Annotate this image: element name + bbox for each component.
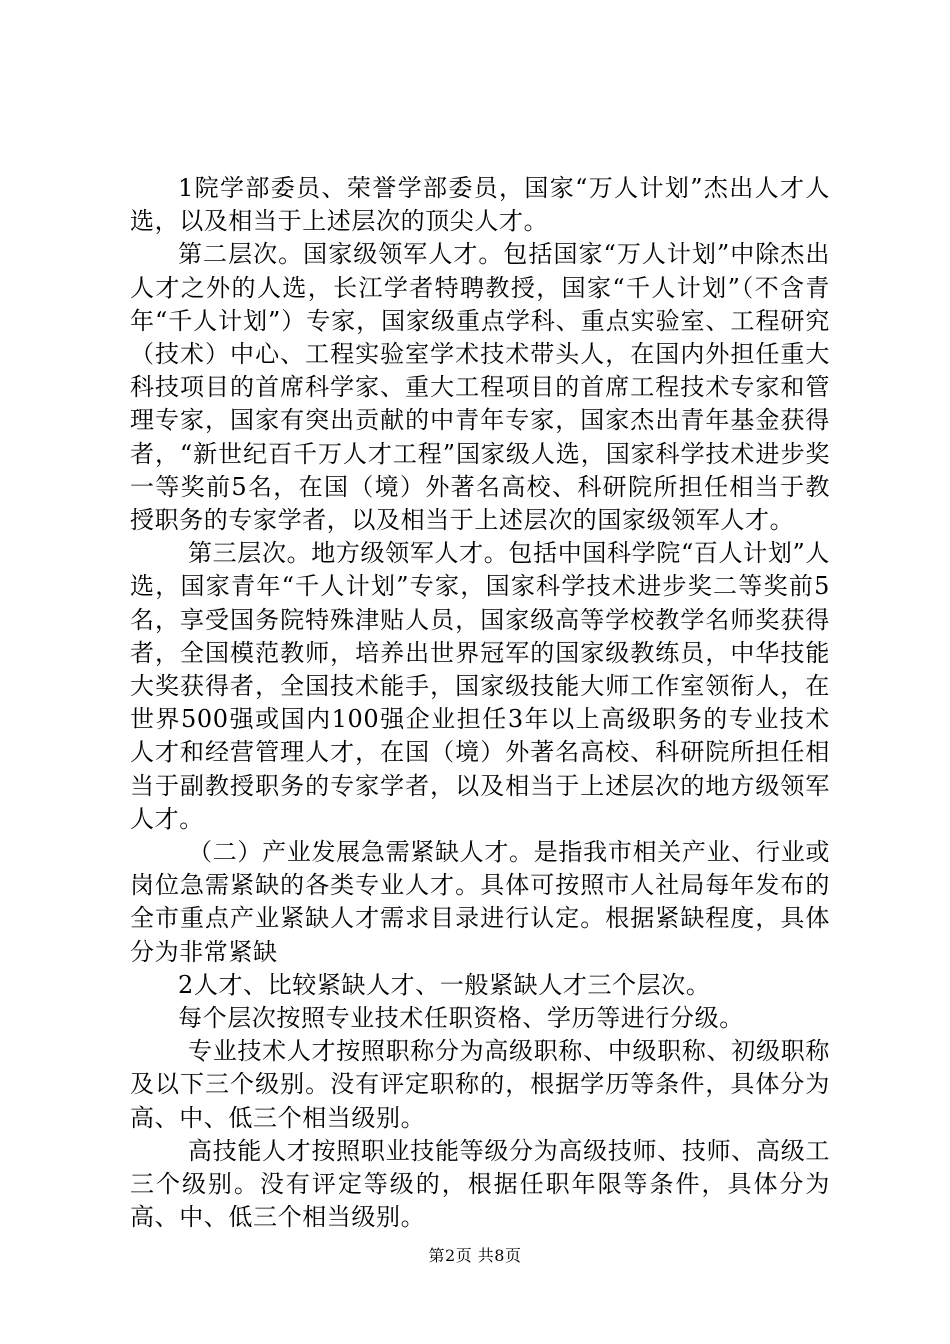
paragraph-top-talent-continuation: 1院学部委员、荣誉学部委员，国家“万人计划”杰出人才人选，以及相当于上述层次的顶尖人才。 [130,174,830,236]
paragraph-skilled-talent: 高技能人才按照职业技能等级分为高级技师、技师、高级工三个级别。没有评定等级的，根据任职年限等条件，具体分为高、中、低三个相当级别。 [130,1136,830,1232]
document-body [130,172,830,1235]
paragraph-second-level: 第二层次。国家级领军人才。包括国家“万人计划”中除杰出人才之外的人选，长江学者特聘教授，国家“千人计划”（不含青年“千人计划”）专家，国家级重点学科、重点实验室、工程研究（技术）中心、工程实验室学术技术带头人，在国内外担任重大科技项目的首席科学家、重大工程项目的首席工程技术专家和管理专家，国家有突出贡献的中青年专家，国家杰出青年基金获得者，“新世纪百千万人才工程”国家级人选，国家科学技术进步奖一等奖前5名，在国（境）外著名高校、科研院所担任相当于教授职务的专家学者，以及相当于上述层次的国家级领军人才。 [130,240,830,535]
paragraph-third-level: 第三层次。地方级领军人才。包括中国科学院“百人计划”人选，国家青年“千人计划”专家，国家科学技术进步奖二等奖前5名，享受国务院特殊津贴人员，国家级高等学校教学名师奖获得者，全国模范教师，培养出世界冠军的国家级教练员，中华技能大奖获得者，全国技术能手，国家级技能大师工作室领衔人，在世界500强或国内100强企业担任3年以上高级职务的专业技术人才和经营管理人才，在国（境）外著名高校、科研院所担任相当于副教授职务的专家学者，以及相当于上述层次的地方级领军人才。 [130,539,830,833]
paragraph-professional-titles: 专业技术人才按照职称分为高级职称、中级职称、初级职称及以下三个级别。没有评定职称的，根据学历等条件，具体分为高、中、低三个相当级别。 [130,1037,830,1132]
paragraph-grading: 每个层次按照专业技术任职资格、学历等进行分级。 [178,1004,744,1033]
paragraph-industry-shortage: （二）产业发展急需紧缺人才。是指我市相关产业、行业或岗位急需紧缺的各类专业人才。具体可按照市人社局每年发布的全市重点产业紧缺人才需求目录进行认定。根据紧缺程度，具体分为非常紧缺 [130,838,830,966]
page-number-footer: 第2页 共8页 [428,1246,522,1265]
paragraph-shortage-levels: 2人才、比较紧缺人才、一般紧缺人才三个层次。 [178,970,711,999]
